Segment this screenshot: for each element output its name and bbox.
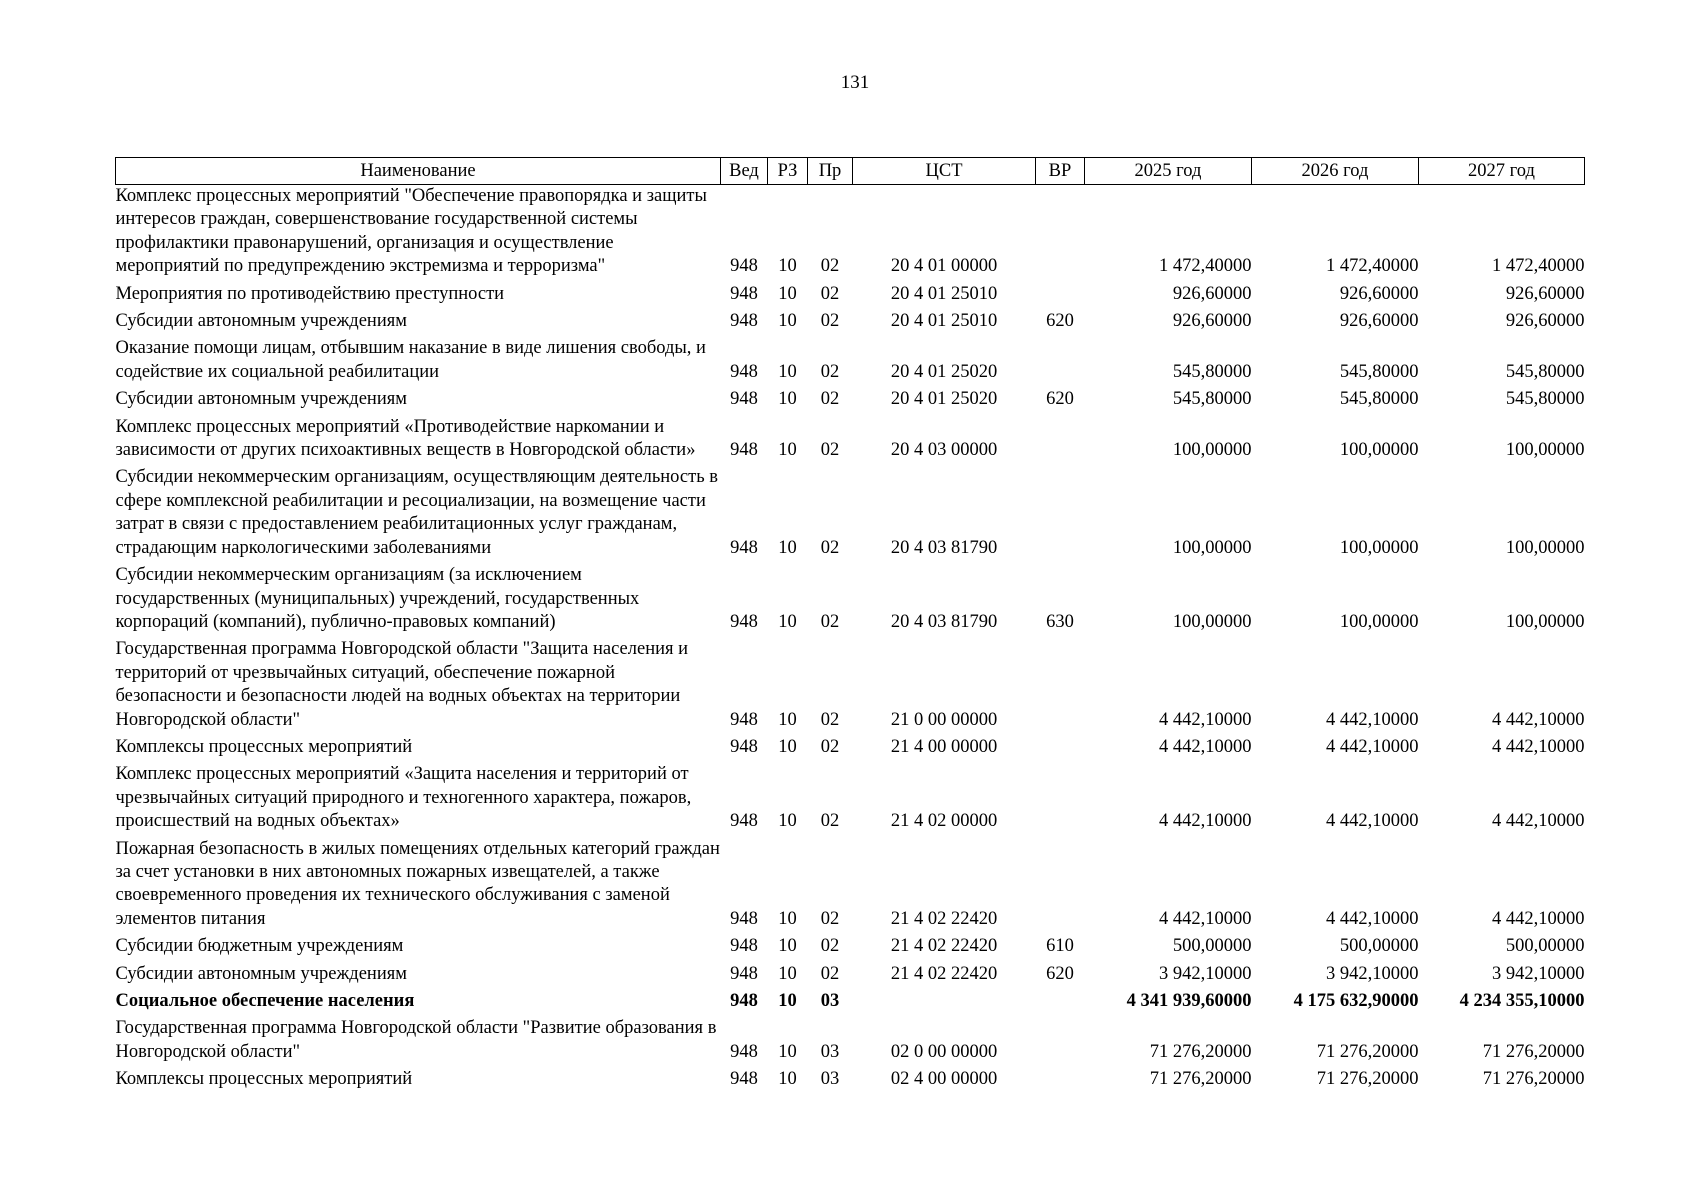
table-header-row [116, 158, 1585, 185]
cell-pr: 02 [820, 611, 840, 632]
table-row [116, 337, 1585, 388]
cell-vr: 620 [1046, 311, 1074, 332]
cell-ved: 948 [730, 283, 758, 304]
table-row [116, 638, 1585, 736]
cell-pr: 02 [820, 811, 840, 832]
cell-2027: 926,60000 [1505, 283, 1585, 304]
cell-2026: 1 472,40000 [1326, 256, 1419, 277]
table-row [116, 416, 1585, 467]
cell-pr: 02 [820, 440, 840, 461]
cell-cst: 20 4 03 81790 [890, 537, 998, 558]
cell-cst: 21 4 02 22420 [890, 908, 998, 929]
table-row [116, 310, 1585, 337]
cell-pr: 02 [820, 736, 840, 757]
cell-name: Субсидии автономным учреждениям [115, 311, 407, 332]
cell-cst: 20 4 03 00000 [890, 440, 998, 461]
cell-rz: 10 [778, 440, 797, 461]
cell-2026: 4 442,10000 [1326, 709, 1419, 730]
table-row [116, 963, 1585, 990]
cell-vr [1036, 736, 1085, 763]
cell-2025: 926,60000 [1172, 311, 1252, 332]
cell-2026: 100,00000 [1339, 611, 1419, 632]
cell-vr [1036, 838, 1085, 936]
cell-pr: 02 [820, 283, 840, 304]
cell-2027: 4 442,10000 [1492, 908, 1585, 929]
cell-2025: 545,80000 [1172, 361, 1252, 382]
cell-name: Комплексы процессных мероприятий [115, 736, 413, 757]
cell-ved: 948 [730, 537, 758, 558]
table-row [116, 466, 1585, 564]
cell-rz: 10 [778, 361, 797, 382]
table-row [116, 990, 1585, 1017]
table-row [116, 838, 1585, 936]
cell-pr: 02 [820, 311, 840, 332]
cell-name: Субсидии автономным учреждениям [115, 389, 407, 410]
header-vr: ВР [1036, 158, 1085, 185]
cell-cst: 20 4 01 25020 [890, 361, 998, 382]
header-2026: 2026 год [1252, 158, 1419, 185]
cell-ved: 948 [730, 311, 758, 332]
cell-pr: 03 [820, 1041, 840, 1062]
cell-cst: 21 4 02 22420 [890, 963, 998, 984]
cell-2026: 4 442,10000 [1326, 736, 1419, 757]
cell-vr [1036, 185, 1085, 283]
cell-2027: 4 442,10000 [1492, 709, 1585, 730]
cell-2025: 100,00000 [1172, 611, 1252, 632]
cell-vr [1036, 1017, 1085, 1068]
cell-vr: 620 [1046, 389, 1074, 410]
cell-2026: 4 175 632,90000 [1293, 991, 1419, 1011]
cell-vr [1036, 763, 1085, 837]
budget-table [115, 157, 1585, 1096]
cell-2026: 545,80000 [1339, 361, 1419, 382]
table-row [116, 283, 1585, 310]
cell-name: Субсидии некоммерческим организациям, осуществляющим деятельность в сфере комплексной реабилитации и ресоциализации, на возмещение части затрат в связи с предоставлением реабилитационных услуг гражданам, страдающим наркологическими заболеваниями [115, 467, 718, 558]
cell-2025: 100,00000 [1172, 440, 1252, 461]
cell-vr [1036, 416, 1085, 467]
cell-2025: 4 442,10000 [1159, 709, 1252, 730]
cell-cst: 20 4 01 25010 [890, 311, 998, 332]
cell-cst: 21 4 00 00000 [890, 736, 998, 757]
cell-ved: 948 [730, 611, 758, 632]
cell-cst: 20 4 01 00000 [890, 256, 998, 277]
cell-2027: 1 472,40000 [1492, 256, 1585, 277]
cell-vr [1036, 337, 1085, 388]
table-row [116, 388, 1585, 415]
cell-ved: 948 [730, 811, 758, 832]
cell-2026: 3 942,10000 [1326, 963, 1419, 984]
cell-name: Комплексы процессных мероприятий [115, 1069, 413, 1090]
cell-name: Субсидии бюджетным учреждениям [115, 936, 404, 957]
cell-2026: 926,60000 [1339, 283, 1419, 304]
cell-2025: 500,00000 [1172, 936, 1252, 957]
cell-cst: 20 4 03 81790 [890, 611, 998, 632]
cell-2027: 3 942,10000 [1492, 963, 1585, 984]
header-rz: РЗ [768, 158, 808, 185]
cell-name: Пожарная безопасность в жилых помещениях отдельных категорий граждан за счет установки в них автономных пожарных извещателей, а также своевременного проведения их технического обслуживания с заменой элементов питания [115, 838, 720, 929]
cell-ved: 948 [730, 991, 758, 1011]
cell-rz: 10 [778, 811, 797, 832]
cell-vr: 620 [1046, 963, 1074, 984]
cell-name: Комплекс процессных мероприятий «Противодействие наркомании и зависимости от других психоактивных веществ в Новгородской области» [115, 416, 696, 461]
cell-2026: 71 276,20000 [1316, 1041, 1419, 1062]
cell-ved: 948 [730, 361, 758, 382]
cell-ved: 948 [730, 1041, 758, 1062]
cell-vr [1036, 990, 1085, 1017]
cell-rz: 10 [778, 537, 797, 558]
cell-name: Государственная программа Новгородской области "Защита населения и территорий от чрезвычайных ситуаций, обеспечение пожарной безопасности и безопасности людей на водных объектах на территории Новгородской области" [115, 639, 689, 730]
cell-2027: 71 276,20000 [1482, 1069, 1585, 1090]
cell-2027: 500,00000 [1505, 936, 1585, 957]
cell-ved: 948 [730, 963, 758, 984]
cell-2026: 100,00000 [1339, 440, 1419, 461]
cell-2025: 71 276,20000 [1149, 1069, 1252, 1090]
cell-rz: 10 [778, 1041, 797, 1062]
table-row [116, 763, 1585, 837]
cell-name: Социальное обеспечение населения [115, 991, 415, 1011]
cell-2027: 545,80000 [1505, 389, 1585, 410]
cell-cst [853, 990, 1036, 1017]
cell-rz: 10 [778, 256, 797, 277]
cell-pr: 03 [820, 991, 840, 1011]
cell-2027: 926,60000 [1505, 311, 1585, 332]
table-row [116, 564, 1585, 638]
cell-rz: 10 [778, 908, 797, 929]
page-number: 131 [840, 72, 870, 93]
cell-name: Оказание помощи лицам, отбывшим наказание в виде лишения свободы, и содействие их социальной реабилитации [115, 338, 706, 382]
cell-2026: 100,00000 [1339, 537, 1419, 558]
cell-ved: 948 [730, 440, 758, 461]
cell-ved: 948 [730, 908, 758, 929]
cell-rz: 10 [778, 389, 797, 410]
cell-rz: 10 [778, 736, 797, 757]
cell-2025: 4 442,10000 [1159, 908, 1252, 929]
cell-ved: 948 [730, 1069, 758, 1090]
cell-name: Комплекс процессных мероприятий «Защита населения и территорий от чрезвычайных ситуаций природного и техногенного характера, пожаров, происшествий на водных объектах» [115, 764, 692, 832]
cell-2027: 100,00000 [1505, 611, 1585, 632]
cell-rz: 10 [778, 283, 797, 304]
cell-ved: 948 [730, 936, 758, 957]
cell-name: Субсидии автономным учреждениям [115, 963, 407, 984]
cell-vr [1036, 466, 1085, 564]
cell-2025: 4 442,10000 [1159, 811, 1252, 832]
table-body [116, 185, 1585, 1096]
cell-2025: 4 442,10000 [1159, 736, 1252, 757]
cell-name: Государственная программа Новгородской области "Развитие образования в Новгородской области" [115, 1018, 717, 1062]
cell-pr: 03 [820, 1069, 840, 1090]
cell-name: Субсидии некоммерческим организациям (за исключением государственных (муниципальных) учреждений, государственных корпораций (компаний), публично-правовых компаний) [115, 565, 640, 632]
cell-2026: 545,80000 [1339, 389, 1419, 410]
cell-rz: 10 [778, 311, 797, 332]
cell-ved: 948 [730, 709, 758, 730]
cell-2027: 4 442,10000 [1492, 811, 1585, 832]
cell-2025: 1 472,40000 [1159, 256, 1252, 277]
cell-pr: 02 [820, 361, 840, 382]
cell-ved: 948 [730, 256, 758, 277]
cell-2025: 545,80000 [1172, 389, 1252, 410]
cell-cst: 21 4 02 00000 [890, 811, 998, 832]
cell-2025: 71 276,20000 [1149, 1041, 1252, 1062]
cell-cst: 02 0 00 00000 [890, 1041, 998, 1062]
cell-pr: 02 [820, 709, 840, 730]
table-row [116, 185, 1585, 283]
cell-2025: 926,60000 [1172, 283, 1252, 304]
cell-rz: 10 [778, 963, 797, 984]
cell-2027: 100,00000 [1505, 440, 1585, 461]
cell-pr: 02 [820, 389, 840, 410]
cell-2025: 100,00000 [1172, 537, 1252, 558]
cell-cst: 21 4 02 22420 [890, 936, 998, 957]
table-row [116, 935, 1585, 962]
cell-pr: 02 [820, 256, 840, 277]
cell-rz: 10 [778, 611, 797, 632]
cell-vr [1036, 638, 1085, 736]
cell-2025: 4 341 939,60000 [1126, 991, 1252, 1011]
cell-2027: 71 276,20000 [1482, 1041, 1585, 1062]
cell-rz: 10 [778, 991, 797, 1011]
table-row [116, 1017, 1585, 1068]
cell-vr: 610 [1046, 936, 1074, 957]
cell-2027: 4 442,10000 [1492, 736, 1585, 757]
cell-2027: 100,00000 [1505, 537, 1585, 558]
cell-rz: 10 [778, 936, 797, 957]
cell-cst: 20 4 01 25010 [890, 283, 998, 304]
header-cst: ЦСТ [853, 158, 1036, 185]
cell-2026: 4 442,10000 [1326, 811, 1419, 832]
cell-ved: 948 [730, 736, 758, 757]
cell-vr: 630 [1046, 611, 1074, 632]
header-2027: 2027 год [1419, 158, 1585, 185]
cell-2026: 926,60000 [1339, 311, 1419, 332]
table-row [116, 736, 1585, 763]
header-name: Наименование [116, 158, 721, 185]
header-ved: Вед [721, 158, 768, 185]
cell-2027: 4 234 355,10000 [1459, 991, 1585, 1011]
cell-rz: 10 [778, 709, 797, 730]
cell-2026: 500,00000 [1339, 936, 1419, 957]
cell-vr [1036, 283, 1085, 310]
cell-name: Комплекс процессных мероприятий "Обеспечение правопорядка и защиты интересов граждан, совершенствование государственной системы профилактики правонарушений, организация и осуществление мероприятий по предупреждению экстремизма и терроризма" [115, 186, 707, 277]
cell-rz: 10 [778, 1069, 797, 1090]
cell-2027: 545,80000 [1505, 361, 1585, 382]
cell-2025: 3 942,10000 [1159, 963, 1252, 984]
cell-pr: 02 [820, 936, 840, 957]
header-pr: Пр [808, 158, 853, 185]
cell-pr: 02 [820, 537, 840, 558]
cell-cst: 20 4 01 25020 [890, 389, 998, 410]
cell-cst: 02 4 00 00000 [890, 1069, 998, 1090]
table-row [116, 1068, 1585, 1095]
cell-pr: 02 [820, 963, 840, 984]
cell-2026: 71 276,20000 [1316, 1069, 1419, 1090]
cell-vr [1036, 1068, 1085, 1095]
cell-ved: 948 [730, 389, 758, 410]
cell-2026: 4 442,10000 [1326, 908, 1419, 929]
header-2025: 2025 год [1085, 158, 1252, 185]
cell-pr: 02 [820, 908, 840, 929]
cell-cst: 21 0 00 00000 [890, 709, 998, 730]
cell-name: Мероприятия по противодействию преступности [115, 283, 505, 304]
